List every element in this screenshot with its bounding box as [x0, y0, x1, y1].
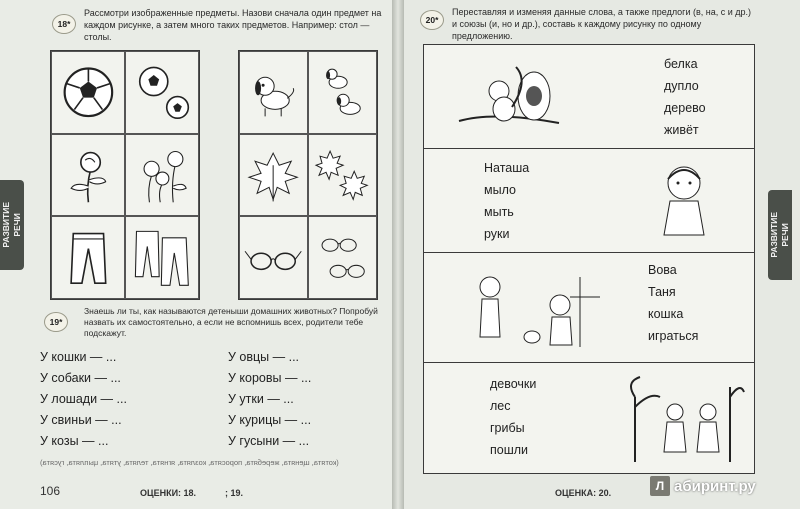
list-item: У кошки — ... [40, 350, 117, 364]
exercise-panel-4 [423, 362, 755, 474]
word-item: мыло [484, 183, 516, 197]
word-item: белка [664, 57, 698, 71]
section-tab-label: РАЗВИТИЕ РЕЧИ [1, 202, 22, 248]
exercise-panel-1 [423, 44, 755, 150]
word-item: Вова [648, 263, 677, 277]
glasses-icon [312, 223, 372, 292]
squirrel-tree-icon [454, 51, 564, 143]
football-icon [56, 58, 121, 127]
picture-cell [125, 51, 199, 134]
grade-label: ОЦЕНКИ: 18. [140, 488, 197, 498]
list-item: У овцы — ... [228, 350, 300, 364]
book-spine [392, 0, 404, 509]
picture-cell [125, 216, 199, 299]
word-item: мыть [484, 205, 514, 219]
exercise-18-instruction: Рассмотри изображенные предметы. Назови сначала один предмет на каждом рисунке, а затем много таких предметов. Например: стол — столы. [84, 8, 382, 42]
word-item: лес [490, 399, 511, 413]
watermark-logo: Л [650, 476, 670, 496]
list-item: У козы — ... [40, 434, 109, 448]
word-item: дупло [664, 79, 699, 93]
list-item: У свиньи — ... [40, 413, 122, 427]
word-item: грибы [490, 421, 525, 435]
word-item: живёт [664, 123, 699, 137]
exercise-19-instruction: Знаешь ли ты, как называются детеныши домашних животных? Попробуй назвать их самостоятельно, а если не вспомнишь всех, родители тебе подскажут. [84, 306, 378, 338]
picture-grid-right [238, 50, 378, 300]
list-item: У гусыни — ... [228, 434, 310, 448]
word-item: дерево [664, 101, 706, 115]
picture-grid-left [50, 50, 200, 300]
picture-cell [239, 134, 308, 217]
list-item: У курицы — ... [228, 413, 312, 427]
rose-icon [130, 141, 195, 210]
picture-cell [239, 216, 308, 299]
girl-washing-icon [644, 155, 724, 247]
exercise-panel-2 [423, 148, 755, 254]
list-item: У лошади — ... [40, 392, 127, 406]
mirrored-answers: (котята, щенята, жеребята, поросята, козлята, ягнята, телята, утята, цыплята, гусята) [40, 458, 339, 467]
dog-icon [312, 58, 372, 127]
leaf-icon [243, 141, 303, 210]
girls-forest-icon [620, 367, 746, 467]
rose-icon [56, 141, 121, 210]
watermark: абиринт.ру [674, 478, 756, 495]
word-item: играться [648, 329, 699, 343]
grade-label-19: ; 19. [225, 488, 244, 498]
picture-cell [308, 134, 377, 217]
word-item: Наташа [484, 161, 530, 175]
trousers-icon [56, 223, 121, 292]
word-item: руки [484, 227, 510, 241]
list-item: У утки — ... [228, 392, 294, 406]
exercise-badge-19: 19* [44, 312, 68, 332]
dog-icon [243, 58, 303, 127]
section-tab-right [768, 190, 792, 280]
picture-cell [125, 134, 199, 217]
leaf-icon [312, 141, 372, 210]
list-item: У коровы — ... [228, 371, 312, 385]
page-number: 106 [40, 484, 61, 498]
glasses-icon [243, 223, 303, 292]
picture-cell [51, 51, 125, 134]
picture-cell [239, 51, 308, 134]
section-tab-label: РАЗВИТИЕ РЕЧИ [769, 212, 790, 258]
word-item: пошли [490, 443, 529, 457]
word-item: девочки [490, 377, 537, 391]
exercise-badge-20: 20* [420, 10, 444, 30]
football-icon [130, 58, 195, 127]
exercise-20-instruction: Переставляя и изменяя данные слова, а также предлоги (в, на, с и др.) и союзы (и, но и др.), составь к каждому рисунку по одному предложению. [452, 7, 752, 41]
grade-label: ОЦЕНКА: 20. [555, 488, 612, 498]
children-cat-icon [460, 257, 610, 357]
trousers-icon [130, 223, 195, 292]
exercise-badge-18: 18* [52, 14, 76, 34]
picture-cell [51, 134, 125, 217]
exercise-panel-3 [423, 252, 755, 364]
picture-cell [51, 216, 125, 299]
section-tab-left [0, 180, 24, 270]
word-item: кошка [648, 307, 684, 321]
picture-cell [308, 51, 377, 134]
word-item: Таня [648, 285, 676, 299]
list-item: У собаки — ... [40, 371, 121, 385]
picture-cell [308, 216, 377, 299]
